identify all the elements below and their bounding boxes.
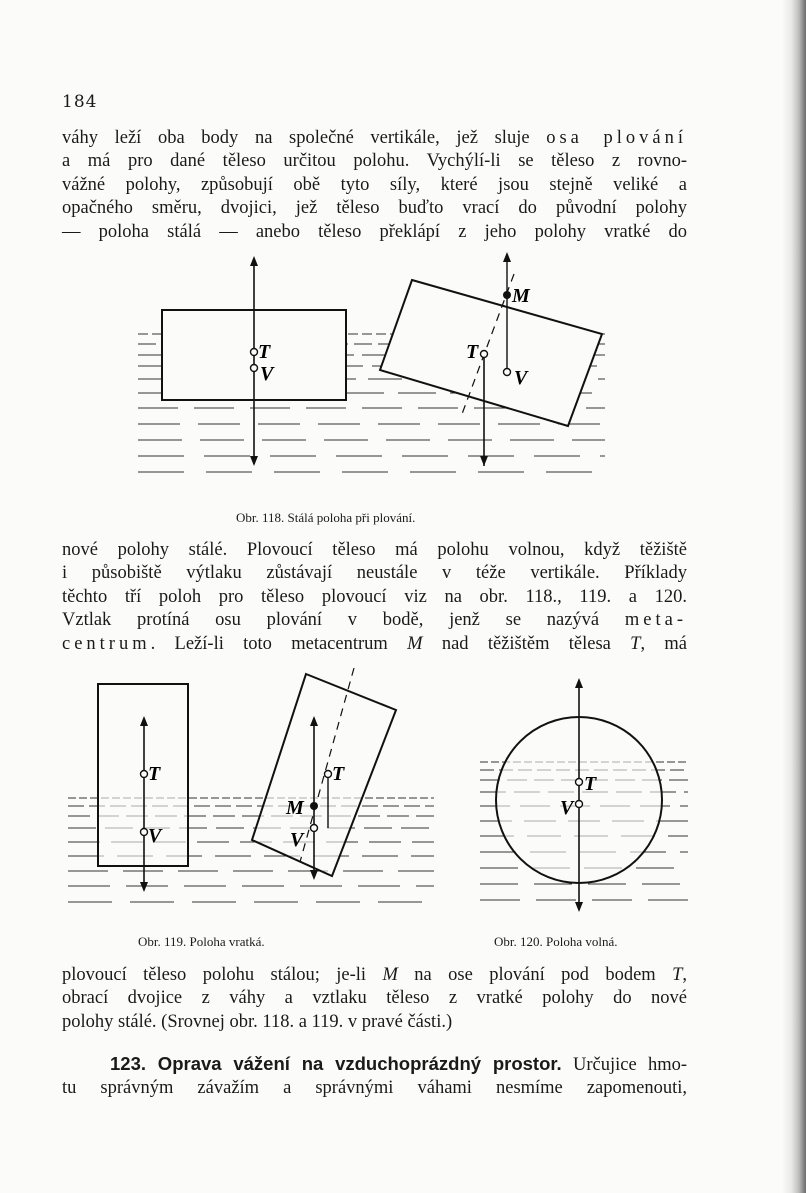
paragraph-line: vážné polohy, způsobují obě tyto síly, které jsou stejně veliké a	[62, 174, 687, 195]
label-T: T	[584, 773, 597, 795]
point-V	[576, 801, 583, 808]
arrow-up-icon	[250, 256, 258, 266]
label-V: V	[260, 363, 274, 385]
term-metacentrum: meta-	[624, 610, 687, 631]
arrow-up-icon	[575, 678, 583, 688]
label-T: T	[466, 341, 479, 363]
tilted-body	[380, 280, 602, 426]
paragraph-3	[62, 964, 687, 1034]
point-V	[141, 829, 148, 836]
paragraph-line: Vztlak protíná osu plování v bodě, jenž se nazývá meta-	[62, 610, 687, 631]
figure-118	[130, 252, 610, 492]
section-123	[62, 1052, 687, 1101]
arrow-down-icon	[250, 456, 258, 466]
point-T	[251, 349, 258, 356]
arrow-down-icon	[575, 902, 583, 912]
point-V	[311, 825, 318, 832]
label-V: V	[290, 829, 304, 851]
arrow-down-icon	[140, 882, 148, 892]
point-T	[325, 771, 332, 778]
page-edge-shadow	[782, 0, 806, 1193]
paragraph-line: a má pro dané těleso určitou polohu. Vychýlí-li se těleso z rovno-	[62, 151, 687, 172]
paragraph-line: obrací dvojice z váhy a vztlaku těleso z vratké polohy do nové	[62, 988, 687, 1009]
label-M: M	[286, 797, 304, 819]
point-T	[576, 779, 583, 786]
section-heading: 123. Oprava vážení na vzduchoprázdný prostor.	[110, 1053, 562, 1074]
point-V	[504, 369, 511, 376]
point-T	[481, 351, 488, 358]
paragraph-line: nové polohy stálé. Plovoucí těleso má polohu volnou, když těžiště	[62, 540, 687, 560]
label-T: T	[332, 763, 345, 785]
point-T	[141, 771, 148, 778]
label-V: V	[148, 825, 162, 847]
term-metacentrum: centrum	[62, 633, 151, 654]
label-V: V	[514, 367, 528, 389]
point-M	[310, 802, 318, 810]
label-T: T	[148, 763, 161, 785]
paragraph-line: těchto tří poloh pro těleso plovoucí viz na obr. 118., 119. a 120.	[62, 586, 687, 607]
term-osa-plovani: osa plování	[546, 128, 687, 148]
paragraph-line: polohy stálé. (Srovnej obr. 118. a 119. v pravé části.)	[62, 1011, 453, 1032]
paragraph-1	[62, 127, 687, 244]
paragraph-line: váhy leží oba body na společné vertikále, jež sluje osa plování	[62, 128, 687, 148]
label-T: T	[258, 341, 271, 363]
figure-120-caption: Obr. 120. Poloha volná.	[494, 934, 618, 949]
paragraph-line: opačného směru, dvojici, jež těleso buďto vrací do původní polohy	[62, 198, 687, 219]
paragraph-2	[62, 539, 687, 656]
point-V	[251, 365, 258, 372]
figure-118-caption: Obr. 118. Stálá poloha při plování.	[236, 510, 416, 525]
arrow-up-icon	[503, 252, 511, 262]
point-M	[503, 291, 511, 299]
arrow-down-icon	[310, 870, 318, 880]
paragraph-line: i působiště výtlaku zůstávají neustále v téže vertikále. Příklady	[62, 563, 687, 584]
paragraph-line: centrum. Leží-li toto metacentrum M nad těžištěm tělesa T, má	[62, 633, 687, 654]
figure-119	[62, 666, 438, 926]
arrow-down-icon	[480, 456, 488, 466]
page-number: 184	[62, 92, 98, 112]
figure-119-caption: Obr. 119. Poloha vratká.	[138, 934, 265, 949]
label-V: V	[560, 797, 574, 819]
paragraph-line: — poloha stálá — anebo těleso překlápí z jeho polohy vratké do	[62, 221, 687, 242]
figure-120	[478, 676, 690, 920]
paragraph-line: 123. Oprava vážení na vzduchoprázdný prostor. Určujice hmo-	[110, 1053, 687, 1075]
paragraph-line: plovoucí těleso polohu stálou; je-li M na ose plování pod bodem T,	[62, 965, 687, 985]
paragraph-line: tu správným závažím a správnými váhami nesmíme zapomenouti,	[62, 1078, 687, 1099]
label-M: M	[512, 285, 530, 307]
